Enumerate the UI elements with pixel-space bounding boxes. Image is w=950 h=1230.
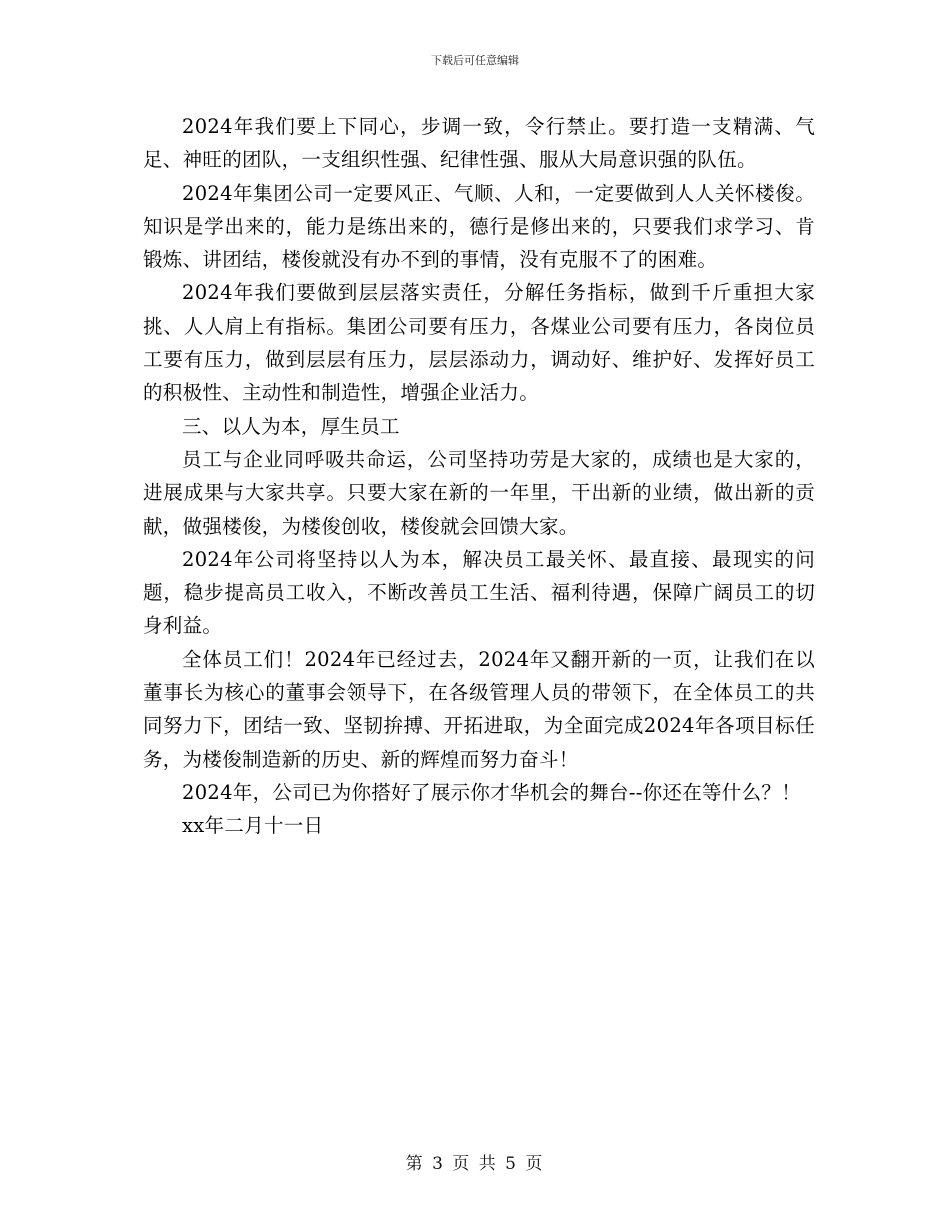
page-header: 下载后可任意编辑 xyxy=(431,54,519,67)
document-body xyxy=(143,110,815,843)
paragraph-call-to-action: 全体员工们！2024年已经过去，2024年又翻开新的一页，让我们在以董事长为核心的董事会领导下，在各级管理人员的带领下，在全体员工的共同努力下，团结一致、坚韧拚搏、开拓进取，为全面完成2024年各项目标任务，为楼俊制造新的历史、新的辉煌而努力奋斗！ xyxy=(143,647,815,771)
paragraph-group-company: 2024年集团公司一定要风正、气顺、人和，一定要做到人人关怀楼俊。知识是学出来的，能力是练出来的，德行是修出来的，只要我们求学习、肯锻炼、讲团结，楼俊就没有办不到的事情，没有克服不了的困难。 xyxy=(143,181,815,272)
page-footer: 第 3 页 共 5 页 xyxy=(405,1154,545,1174)
paragraph-stage: 2024年，公司已为你搭好了展示你才华机会的舞台--你还在等什么？！ xyxy=(182,780,802,804)
section-heading: 三、以人为本，厚生员工 xyxy=(182,414,400,438)
paragraph-team: 2024年我们要上下同心，步调一致，令行禁止。要打造一支精满、气足、神旺的团队，一支组织性强、纪律性强、服从大局意识强的队伍。 xyxy=(143,115,815,172)
paragraph-people-first: 2024年公司将坚持以人为本，解决员工最关怀、最直接、最现实的问题，稳步提高员工收入，不断改善员工生活、福利待遇，保障广阔员工的切身利益。 xyxy=(143,547,815,638)
paragraph-shared-fate: 员工与企业同呼吸共命运，公司坚持功劳是大家的，成绩也是大家的，进展成果与大家共享。只要大家在新的一年里，干出新的业绩，做出新的贡献，做强楼俊，为楼俊创收，楼俊就会回馈大家。 xyxy=(143,447,815,538)
paragraph-responsibility: 2024年我们要做到层层落实责任，分解任务指标，做到千斤重担大家挑、人人肩上有指标。集团公司要有压力，各煤业公司要有压力，各岗位员工要有压力，做到层层有压力，层层添动力，调动好、维护好、发挥好员工的积极性、主动性和制造性，增强企业活力。 xyxy=(143,281,815,405)
date-line: xx年二月十一日 xyxy=(182,814,324,838)
